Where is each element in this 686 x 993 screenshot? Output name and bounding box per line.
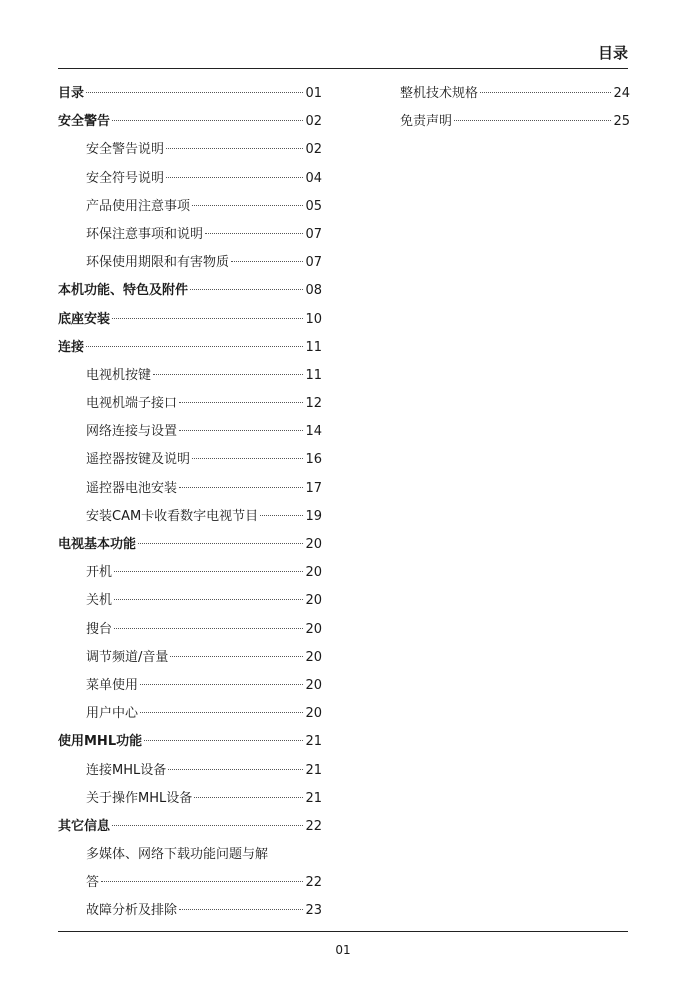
dot-leader xyxy=(114,628,303,629)
toc-entry-page: 21 xyxy=(305,790,322,806)
toc-entry[interactable] xyxy=(58,390,322,418)
toc-right-column xyxy=(400,80,630,136)
toc-entry-label: 调节频道/音量 xyxy=(86,649,169,665)
toc-entry-page: 25 xyxy=(613,114,630,130)
toc-entry[interactable] xyxy=(58,531,322,559)
toc-entry-page: 07 xyxy=(305,255,322,271)
dot-leader xyxy=(86,92,303,93)
toc-entry-page: 04 xyxy=(305,170,322,186)
dot-leader xyxy=(192,205,303,206)
dot-leader xyxy=(140,712,303,713)
toc-entry-page: 11 xyxy=(305,339,322,355)
toc-entry[interactable] xyxy=(58,108,322,136)
dot-leader xyxy=(101,881,303,882)
toc-entry-page: 16 xyxy=(305,452,322,468)
dot-leader xyxy=(192,458,303,459)
toc-entry-page: 20 xyxy=(305,677,322,693)
toc-entry-page: 21 xyxy=(305,734,322,750)
toc-entry-label: 安全警告说明 xyxy=(86,142,165,158)
toc-entry-page: 20 xyxy=(305,621,322,637)
dot-leader xyxy=(112,120,303,121)
dot-leader xyxy=(179,402,303,403)
toc-entry[interactable] xyxy=(58,446,322,474)
toc-left-column xyxy=(58,80,322,926)
toc-entry-page: 12 xyxy=(305,396,322,412)
dot-leader xyxy=(166,148,303,149)
toc-entry[interactable] xyxy=(58,221,322,249)
toc-entry-page: 23 xyxy=(305,903,322,919)
dot-leader xyxy=(454,120,611,121)
toc-entry-label: 关机 xyxy=(86,593,113,609)
toc-entry-page: 10 xyxy=(305,311,322,327)
dot-leader xyxy=(179,487,303,488)
toc-entry-label: 开机 xyxy=(86,565,113,581)
dot-leader xyxy=(153,374,303,375)
toc-entry-label: 整机技术规格 xyxy=(400,86,479,101)
toc-entry[interactable] xyxy=(58,193,322,221)
page-title: 目录 xyxy=(597,44,628,62)
page-number: 01 xyxy=(335,943,351,957)
toc-entry-label: 产品使用注意事项 xyxy=(86,198,191,214)
toc-entry-page: 24 xyxy=(613,86,630,101)
toc-entry-label: 连接 xyxy=(58,339,85,355)
dot-leader xyxy=(480,92,611,93)
toc-entry-label: 底座安装 xyxy=(58,311,111,327)
dot-leader xyxy=(231,261,303,262)
dot-leader xyxy=(166,177,303,178)
toc-entry[interactable] xyxy=(58,503,322,531)
toc-entry-page: 19 xyxy=(305,508,322,524)
toc-entry-page: 08 xyxy=(305,283,322,299)
toc-entry-page: 05 xyxy=(305,198,322,214)
toc-entry-label: 其它信息 xyxy=(58,818,111,834)
dot-leader xyxy=(170,656,303,657)
toc-entry-label: 本机功能、特色及附件 xyxy=(58,283,189,299)
toc-entry-label: 搜台 xyxy=(86,621,113,637)
toc-entry[interactable] xyxy=(58,785,322,813)
dot-leader xyxy=(138,543,303,544)
dot-leader xyxy=(114,599,303,600)
toc-entry[interactable] xyxy=(58,165,322,193)
toc-entry-page: 14 xyxy=(305,424,322,440)
toc-entry[interactable] xyxy=(58,249,322,277)
toc-entry[interactable] xyxy=(58,700,322,728)
toc-entry[interactable] xyxy=(58,644,322,672)
toc-entry[interactable] xyxy=(58,136,322,164)
toc-entry-label: 安全符号说明 xyxy=(86,170,165,186)
toc-entry-label: 电视机端子接口 xyxy=(86,396,178,412)
toc-entry-label: 遥控器电池安装 xyxy=(86,480,178,496)
toc-entry-page: 02 xyxy=(305,142,322,158)
toc-entry[interactable] xyxy=(58,80,322,108)
toc-entry-label: 安全警告 xyxy=(58,114,111,130)
toc-entry-label: 电视机按键 xyxy=(86,367,152,383)
toc-entry-label: 遥控器按键及说明 xyxy=(86,452,191,468)
dot-leader xyxy=(144,740,303,741)
toc-entry[interactable] xyxy=(58,362,322,390)
dot-leader xyxy=(168,769,303,770)
dot-leader xyxy=(140,684,303,685)
toc-entry-page: 20 xyxy=(305,649,322,665)
toc-entry-label: 安装CAM卡收看数字电视节目 xyxy=(86,508,259,524)
toc-entry-page: 02 xyxy=(305,114,322,130)
toc-entry[interactable] xyxy=(58,757,322,785)
toc-entry-label: 关于操作MHL设备 xyxy=(86,790,193,806)
toc-entry[interactable] xyxy=(58,475,322,503)
toc-entry-page: 20 xyxy=(305,593,322,609)
toc-entry-label: 连接MHL设备 xyxy=(86,762,167,778)
toc-entry[interactable] xyxy=(58,587,322,615)
toc-entry[interactable] xyxy=(58,728,322,756)
toc-entry-label: 网络连接与设置 xyxy=(86,424,178,440)
toc-entry-page: 22 xyxy=(305,875,322,891)
toc-entry[interactable] xyxy=(58,418,322,446)
toc-entry[interactable] xyxy=(58,334,322,362)
footer-divider xyxy=(58,931,628,932)
toc-entry[interactable] xyxy=(58,869,322,897)
toc-entry-page: 20 xyxy=(305,537,322,552)
dot-leader xyxy=(112,318,303,319)
dot-leader xyxy=(190,289,303,290)
toc-entry-page: 22 xyxy=(305,818,322,834)
toc-entry-label: 答 xyxy=(86,875,100,891)
toc-entry-label: 菜单使用 xyxy=(86,677,139,693)
dot-leader xyxy=(112,825,303,826)
dot-leader xyxy=(205,233,303,234)
toc-entry[interactable] xyxy=(58,672,322,700)
toc-entry-label: 故障分析及排除 xyxy=(86,903,178,919)
toc-entry[interactable] xyxy=(58,897,322,925)
toc-entry-page: 21 xyxy=(305,762,322,778)
toc-entry[interactable] xyxy=(58,277,322,305)
dot-leader xyxy=(260,515,303,516)
toc-entry-wrap-line: 多媒体、网络下载功能问题与解 xyxy=(86,847,269,863)
toc-entry[interactable] xyxy=(400,108,630,136)
toc-entry-page: 07 xyxy=(305,226,322,242)
toc-entry[interactable] xyxy=(58,559,322,587)
toc-entry-page: 20 xyxy=(305,706,322,722)
header-divider xyxy=(58,68,628,69)
toc-entry-label: 环保注意事项和说明 xyxy=(86,226,204,242)
toc-entry-page: 11 xyxy=(305,367,322,383)
toc-entry[interactable] xyxy=(58,616,322,644)
toc-entry-label: 目录 xyxy=(58,86,85,101)
dot-leader xyxy=(179,909,303,910)
dot-leader xyxy=(179,430,303,431)
toc-entry-label: 免责声明 xyxy=(400,114,453,130)
dot-leader xyxy=(194,797,303,798)
toc-entry[interactable] xyxy=(58,306,322,334)
toc-entry-label: 电视基本功能 xyxy=(58,537,137,552)
dot-leader xyxy=(114,571,303,572)
toc-entry-page: 01 xyxy=(305,86,322,101)
dot-leader xyxy=(86,346,303,347)
toc-entry-label: 环保使用期限和有害物质 xyxy=(86,255,230,271)
toc-entry-label: 用户中心 xyxy=(86,706,139,722)
toc-entry-page: 20 xyxy=(305,565,322,581)
toc-entry-label: 使用MHL功能 xyxy=(58,734,143,750)
toc-entry-page: 17 xyxy=(305,480,322,496)
toc-entry[interactable] xyxy=(58,813,322,841)
toc-entry[interactable] xyxy=(400,80,630,108)
